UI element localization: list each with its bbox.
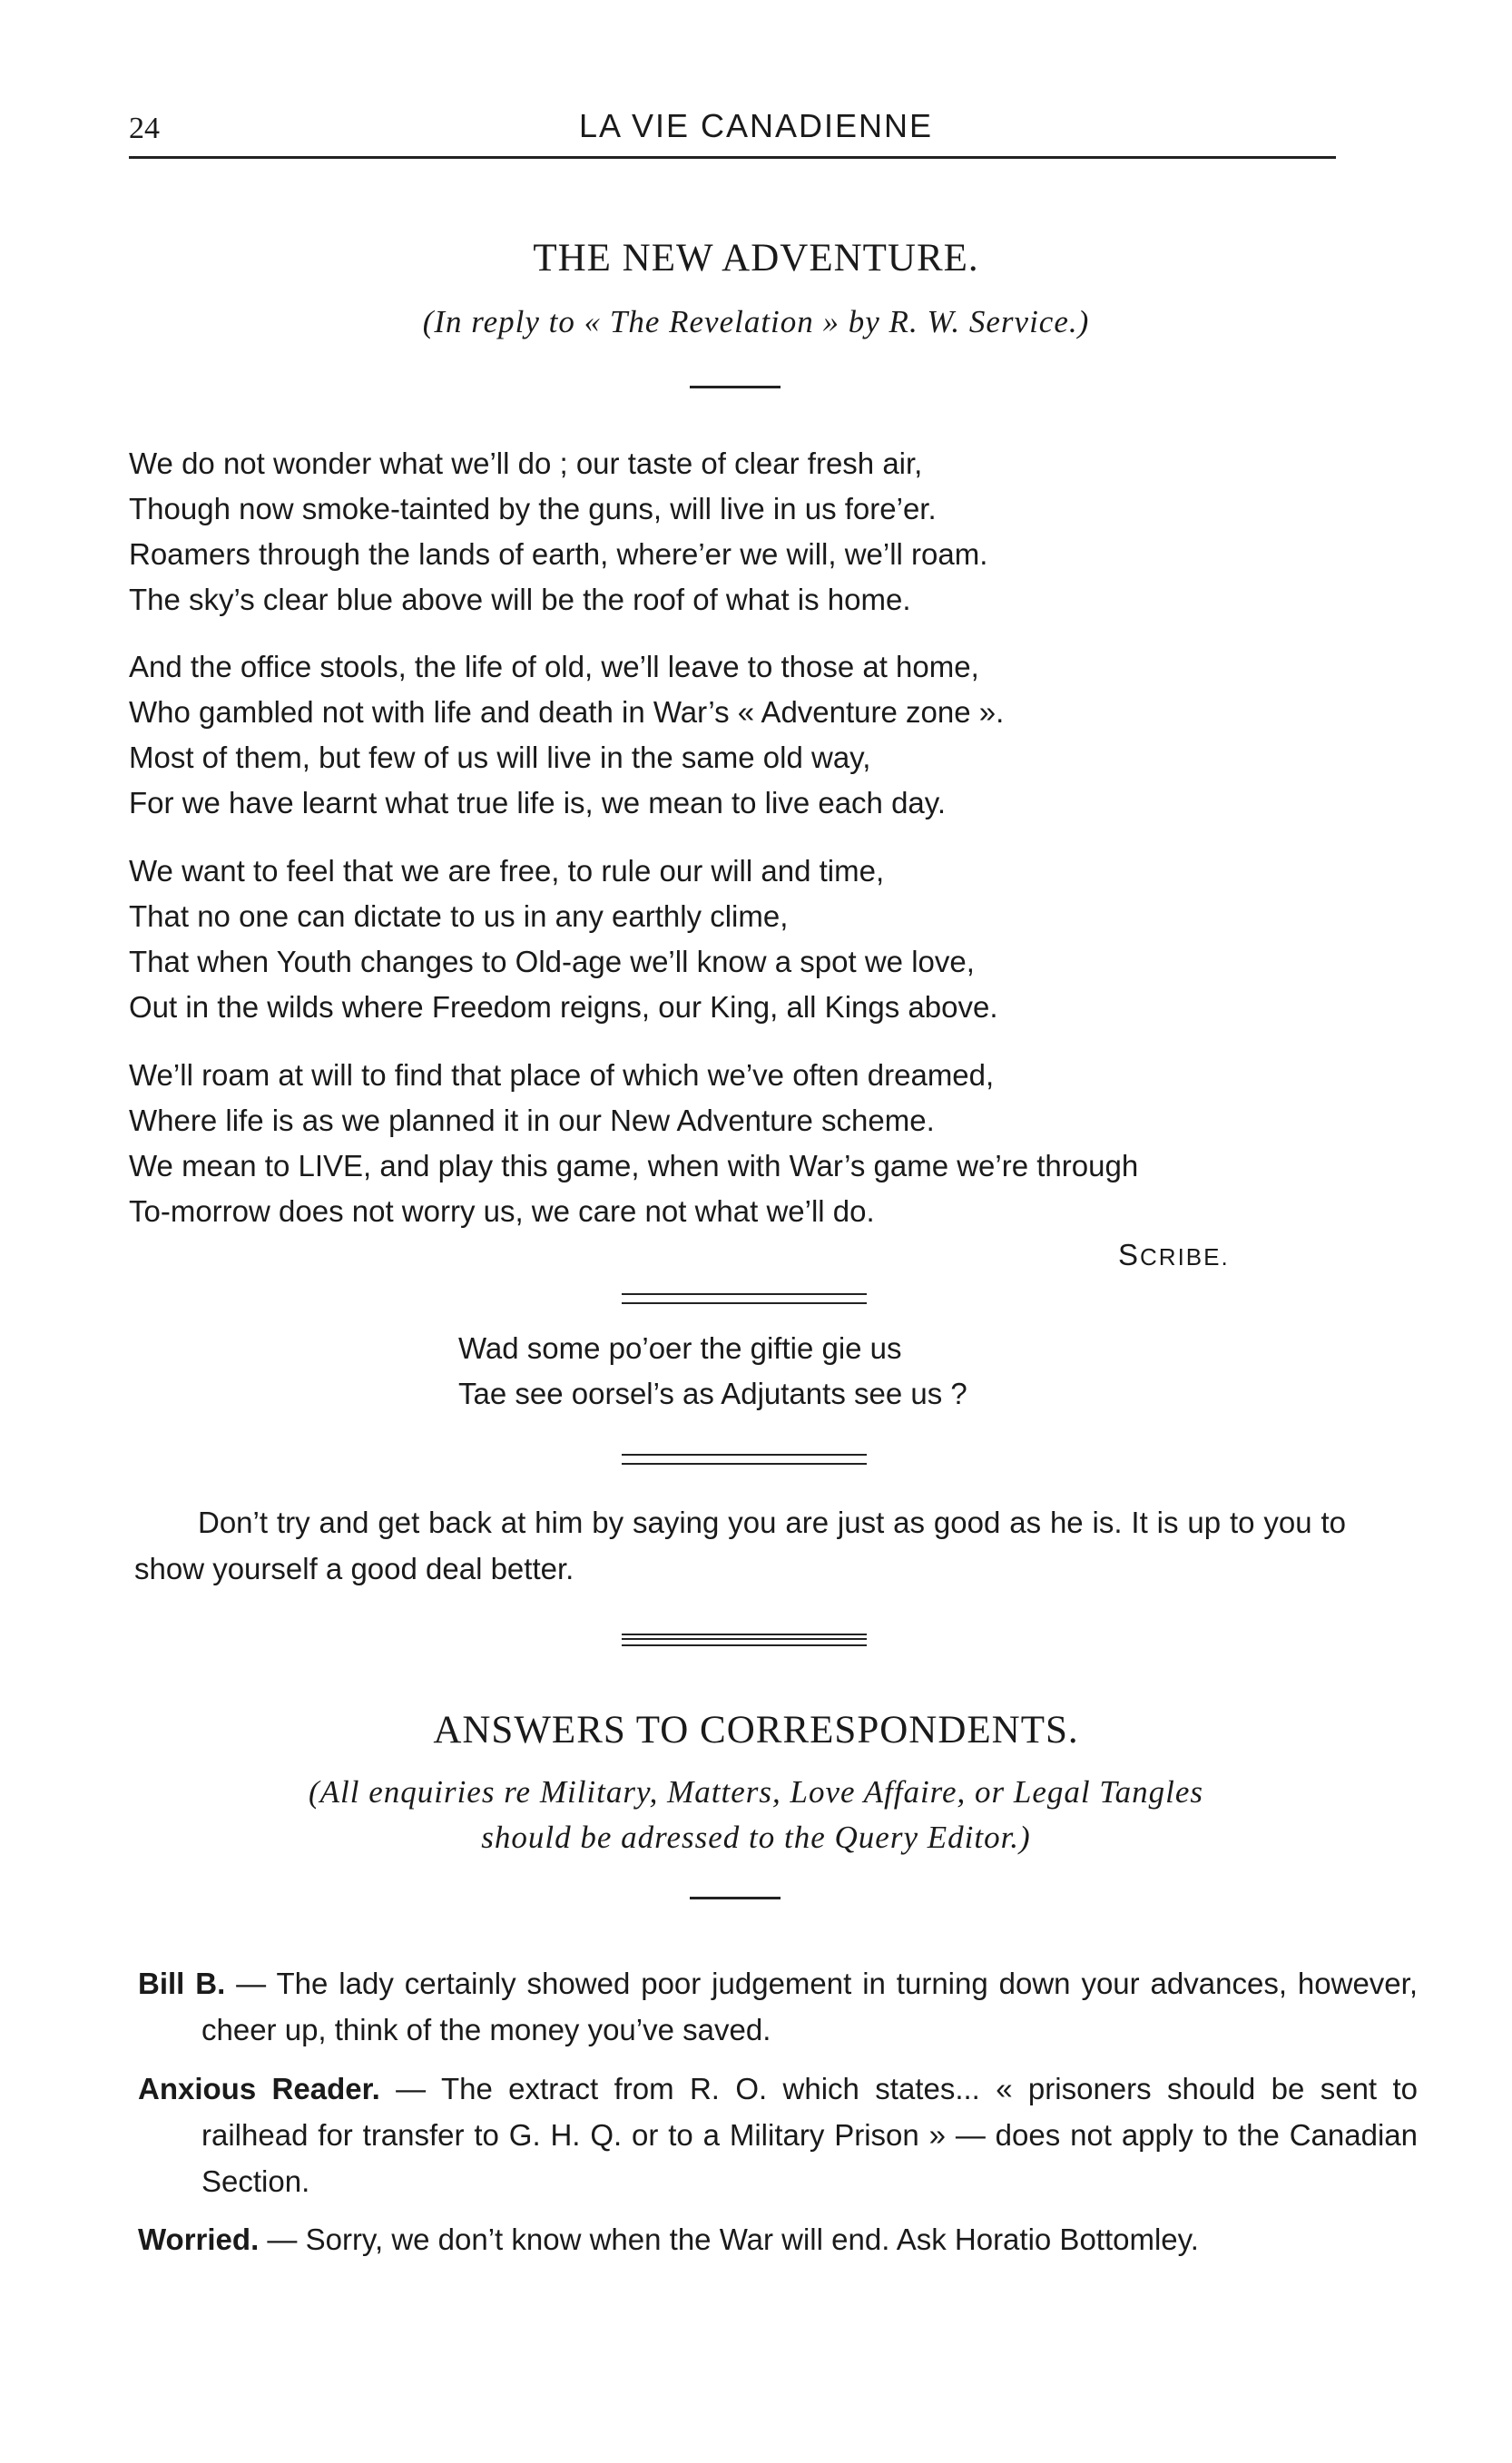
poem-line: For we have learnt what true life is, we mean to live each day. — [129, 786, 946, 819]
poem-stanza — [129, 441, 1399, 623]
answers-subtitle-line: should be adressed to the Query Editor.) — [481, 1820, 1031, 1855]
double-rule — [622, 1454, 867, 1465]
poem-line: Who gambled not with life and death in War’s « Adventure zone ». — [129, 695, 1005, 729]
quote-line: Tae see oorsel’s as Adjutants see us ? — [458, 1377, 967, 1410]
quote-block — [458, 1326, 967, 1417]
poem-line: We want to feel that we are free, to rule our will and time, — [129, 854, 885, 888]
signature-initial: S — [1118, 1238, 1141, 1271]
signature-rest: CRIBE. — [1140, 1243, 1230, 1271]
answer-item — [138, 1960, 1418, 2053]
poem-subtitle: (In reply to « The Revelation » by R. W. Service.) — [422, 304, 1090, 339]
poem-line: We do not wonder what we’ll do ; our taste of clear fresh air, — [129, 446, 923, 480]
answers-title: ANSWERS TO CORRESPONDENTS. — [433, 1709, 1079, 1752]
poem-title: THE NEW ADVENTURE. — [533, 237, 979, 280]
answer-name: Worried. — [138, 2223, 260, 2256]
running-head: LA VIE CANADIENNE — [578, 107, 934, 144]
poem-line: That when Youth changes to Old-age we’ll know a spot we love, — [129, 945, 975, 978]
advice-paragraph: Don’t try and get back at him by saying you are just as good as he is. It is up to you to show yourself a good deal better. — [134, 1506, 1346, 1585]
poem-line: Roamers through the lands of earth, where’er we will, we’ll roam. — [129, 537, 988, 571]
poem-line: We mean to LIVE, and play this game, when with War’s game we’re through — [129, 1149, 1139, 1182]
answers-subtitle-line: (All enquiries re Military, Matters, Love Affaire, or Legal Tangles — [308, 1774, 1204, 1810]
poem-line: Though now smoke-tainted by the guns, will live in us fore’er. — [129, 492, 937, 525]
answer-text: — The lady certainly showed poor judgement in turning down your advances, however, cheer up, think of the money you’ve saved. — [201, 1967, 1418, 2046]
poem-line: To-morrow does not worry us, we care not what we’ll do. — [129, 1194, 875, 1228]
answers-subtitle — [0, 1770, 1512, 1860]
poem-line: Most of them, but few of us will live in the same old way, — [129, 741, 871, 774]
triple-rule — [622, 1634, 867, 1646]
answer-name: Bill B. — [138, 1967, 226, 2000]
poem-signature — [1118, 1238, 1230, 1272]
double-rule — [622, 1293, 867, 1304]
answer-item — [138, 2066, 1418, 2204]
answer-item — [138, 2216, 1418, 2262]
poem-line: We’ll roam at will to find that place of which we’ve often dreamed, — [129, 1058, 995, 1092]
answer-name: Anxious Reader. — [138, 2072, 380, 2105]
poem-stanza — [129, 849, 1399, 1030]
poem-line: The sky’s clear blue above will be the roof of what is home. — [129, 583, 911, 616]
poem-stanza — [129, 644, 1399, 826]
page-number: 24 — [129, 112, 160, 145]
poem-line: Out in the wilds where Freedom reigns, our King, all Kings above. — [129, 990, 998, 1024]
poem-stanza — [129, 1053, 1399, 1234]
quote-line: Wad some po’oer the giftie gie us — [458, 1331, 902, 1365]
divider-rule — [690, 386, 781, 388]
poem-line: That no one can dictate to us in any earthly clime, — [129, 899, 789, 933]
divider-rule — [690, 1897, 781, 1899]
answer-text: — The extract from R. O. which states... « prisoners should be sent to railhead for transfer to G. H. Q. or to a Military Prison » — does not apply to the Canadian Section. — [201, 2072, 1418, 2198]
answer-text: — Sorry, we don’t know when the War will end. Ask Horatio Bottomley. — [259, 2223, 1199, 2256]
poem-line: Where life is as we planned it in our New Adventure scheme. — [129, 1104, 935, 1137]
header-rule — [129, 156, 1336, 159]
poem-line: And the office stools, the life of old, we’ll leave to those at home, — [129, 650, 979, 683]
